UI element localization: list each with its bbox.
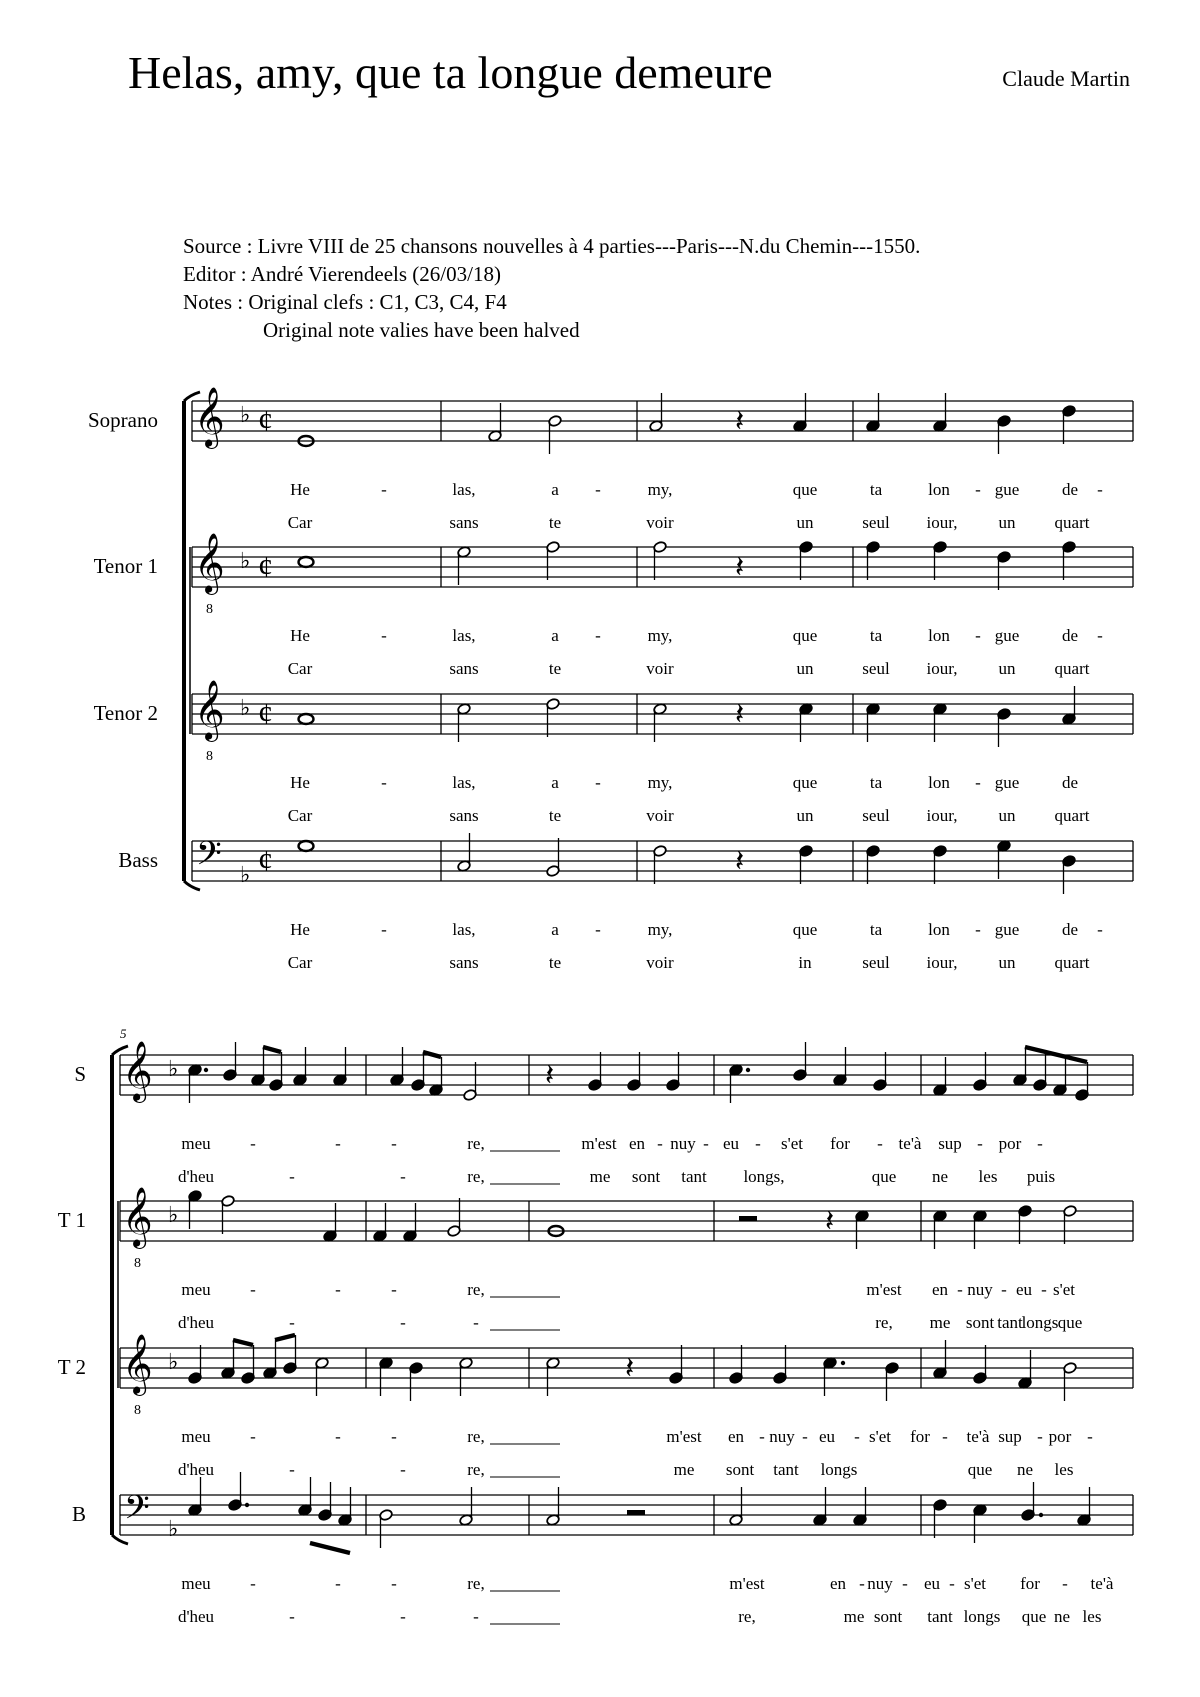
lyric-syllable: m'est (729, 1574, 765, 1593)
lyric-syllable: en (727, 1427, 745, 1446)
part-name: Bass (118, 848, 158, 872)
lyric-syllable: - (289, 1313, 295, 1332)
lyric-syllable: un (998, 953, 1016, 972)
lyric-syllable: - (759, 1427, 765, 1446)
lyric-syllable: - (250, 1134, 256, 1153)
lyric-syllable: s'et (869, 1427, 891, 1446)
lyric-syllable: re, (467, 1134, 485, 1153)
lyric-syllable: tant (681, 1167, 707, 1186)
lyric-syllable: sont (725, 1460, 755, 1479)
lyric-syllable: - (977, 1134, 983, 1153)
lyric-syllable: voir (646, 806, 674, 825)
lyric-syllable: que (871, 1167, 897, 1186)
lyric-syllable: - (400, 1607, 406, 1626)
lyric-syllable: - (289, 1167, 295, 1186)
lyric-syllable: a (551, 480, 559, 499)
lyric-syllable: eu (722, 1134, 740, 1153)
part-name: Tenor 1 (93, 554, 158, 578)
lyric-syllable: te'à (966, 1427, 990, 1446)
lyric-syllable: voir (646, 953, 674, 972)
lyric-syllable: m'est (581, 1134, 617, 1153)
part-name: Soprano (88, 408, 158, 432)
lyric-syllable: longs, (743, 1167, 785, 1186)
lyric-syllable: - (335, 1574, 341, 1593)
lyric-syllable: my, (647, 920, 673, 939)
lyric-syllable: nuy (769, 1427, 795, 1446)
lyric-syllable: longs (1021, 1313, 1059, 1332)
lyric-syllable: - (1097, 480, 1103, 499)
lyric-syllable: seul (862, 806, 890, 825)
quarter-rest: 𝄽 (825, 1205, 835, 1238)
lyric-syllable: meu (181, 1427, 211, 1446)
lyric-syllable: sup (938, 1134, 962, 1153)
treble-clef: 𝄞 (194, 682, 225, 739)
flat-sign: ♭ (240, 402, 251, 427)
lyric-syllable: s'et (964, 1574, 986, 1593)
quarter-rest: 𝄽 (625, 1352, 635, 1385)
lyric-syllable: my, (647, 626, 673, 645)
quarter-rest: 𝄽 (735, 845, 745, 878)
lyric-syllable: que (792, 626, 818, 645)
lyric-syllable: te (548, 953, 562, 972)
lyric-syllable: - (381, 773, 387, 792)
lyric-syllable: Car (287, 953, 313, 972)
lyric-syllable: re, (875, 1313, 893, 1332)
lyric-syllable: - (1097, 920, 1103, 939)
bracket-hook-bottom (112, 1535, 128, 1544)
lyric-syllable: - (595, 773, 601, 792)
lyric-syllable: - (755, 1134, 761, 1153)
augmentation-dot (746, 1068, 750, 1072)
lyric-syllable: - (391, 1427, 397, 1446)
lyric-syllable: de (1061, 626, 1079, 645)
treble-clef: 𝄞 (122, 1043, 153, 1100)
measure-number: 5 (120, 1026, 127, 1041)
lyric-syllable: seul (862, 513, 890, 532)
bracket-hook-bottom (184, 881, 200, 890)
lyric-syllable: en (628, 1134, 646, 1153)
lyric-syllable: un (796, 806, 814, 825)
lyric-syllable: te (548, 806, 562, 825)
lyric-syllable: - (595, 626, 601, 645)
lyric-syllable: - (400, 1460, 406, 1479)
lyric-syllable: gue (994, 480, 1020, 499)
lyric-syllable: un (998, 806, 1016, 825)
beam (233, 1340, 253, 1345)
lyric-syllable: te (548, 513, 562, 532)
lyric-syllable: - (335, 1427, 341, 1446)
lyric-syllable: que (1057, 1313, 1083, 1332)
source-note: Source : Livre VIII de 25 chansons nouvelles à 4 parties---Paris---N.du Chemin---1550. (183, 234, 921, 258)
augmentation-dot (204, 1068, 208, 1072)
lyric-syllable: He (290, 626, 310, 645)
lyric-syllable: las, (452, 626, 476, 645)
lyric-syllable: nuy (670, 1134, 696, 1153)
bass-clef: 𝄢 (124, 1489, 150, 1534)
lyric-syllable: meu (181, 1280, 211, 1299)
lyric-syllable: un (998, 659, 1016, 678)
lyric-syllable: iour, (926, 513, 958, 532)
clefs-note: Notes : Original clefs : C1, C3, C4, F4 (183, 290, 507, 314)
lyric-syllable: - (391, 1280, 397, 1299)
lyric-syllable: - (250, 1574, 256, 1593)
composer-name: Claude Martin (1002, 66, 1130, 91)
lyric-syllable: tant (997, 1313, 1023, 1332)
lyric-syllable: a (551, 920, 559, 939)
lyric-syllable: gue (994, 626, 1020, 645)
lyric-syllable: re, (738, 1607, 756, 1626)
lyric-syllable: les (1054, 1460, 1074, 1479)
lyric-syllable: eu (1015, 1280, 1033, 1299)
lyric-syllable: ta (869, 626, 883, 645)
lyric-syllable: re, (467, 1427, 485, 1446)
lyric-syllable: quart (1054, 659, 1090, 678)
lyric-syllable: - (391, 1134, 397, 1153)
lyric-syllable: puis (1026, 1167, 1056, 1186)
lyric-syllable: iour, (926, 953, 958, 972)
lyric-syllable: Car (287, 659, 313, 678)
lyric-syllable: - (381, 480, 387, 499)
lyric-syllable: les (1082, 1607, 1102, 1626)
lyric-syllable: - (957, 1280, 963, 1299)
lyric-syllable: ta (869, 920, 883, 939)
lyric-syllable: sans (449, 953, 479, 972)
whole-note (299, 841, 314, 851)
lyric-syllable: sont (631, 1167, 661, 1186)
beam (275, 1335, 295, 1340)
beam (423, 1052, 441, 1057)
lyric-syllable: - (250, 1427, 256, 1446)
lyric-syllable: tant (773, 1460, 799, 1479)
lyric-syllable: por (1048, 1427, 1072, 1446)
lyric-syllable: las, (452, 920, 476, 939)
lyric-syllable: - (381, 920, 387, 939)
lyric-syllable: - (391, 1574, 397, 1593)
lyric-syllable: te'à (1090, 1574, 1114, 1593)
lyric-syllable: - (250, 1280, 256, 1299)
lyric-syllable: - (1037, 1134, 1043, 1153)
lyric-syllable: meu (181, 1134, 211, 1153)
lyric-syllable: for (910, 1427, 930, 1446)
lyric-syllable: voir (646, 659, 674, 678)
lyric-syllable: seul (862, 953, 890, 972)
part-abbreviation: T 1 (57, 1208, 86, 1232)
lyric-syllable: - (595, 920, 601, 939)
editor-note: Editor : André Vierendeels (26/03/18) (183, 262, 501, 286)
lyric-syllable: - (381, 626, 387, 645)
quarter-rest: 𝄽 (735, 405, 745, 438)
lyric-syllable: re, (467, 1460, 485, 1479)
lyric-syllable: de (1061, 920, 1079, 939)
lyric-syllable: sans (449, 659, 479, 678)
octave-marker: 8 (206, 602, 213, 617)
lyric-syllable: - (975, 920, 981, 939)
lyric-syllable: que (792, 480, 818, 499)
lyric-syllable: a (551, 626, 559, 645)
beam (310, 1543, 350, 1553)
lyric-syllable: - (1062, 1574, 1068, 1593)
quarter-rest: 𝄽 (735, 698, 745, 731)
lyric-syllable: sup (998, 1427, 1022, 1446)
values-note: Original note valies have been halved (263, 318, 580, 342)
treble-clef: 𝄞 (122, 1189, 153, 1246)
octave-marker: 8 (206, 749, 213, 764)
flat-sign: ♭ (240, 548, 251, 573)
lyric-syllable: voir (646, 513, 674, 532)
whole-note (299, 557, 314, 567)
lyric-syllable: ne (931, 1167, 949, 1186)
lyric-syllable: ta (869, 480, 883, 499)
lyric-syllable: iour, (926, 659, 958, 678)
flat-sign: ♭ (168, 1349, 179, 1374)
flat-sign: ♭ (240, 695, 251, 720)
lyric-syllable: en (829, 1574, 847, 1593)
lyric-syllable: - (335, 1134, 341, 1153)
lyric-syllable: sans (449, 806, 479, 825)
lyric-syllable: las, (452, 773, 476, 792)
time-signature: ¢ (258, 698, 273, 731)
lyric-syllable: - (335, 1280, 341, 1299)
lyric-syllable: for (830, 1134, 850, 1153)
beam (263, 1047, 281, 1052)
lyric-syllable: me (929, 1313, 951, 1332)
lyric-syllable: - (400, 1313, 406, 1332)
half-rest (739, 1216, 757, 1221)
lyric-syllable: sont (965, 1313, 995, 1332)
lyric-syllable: d'heu (177, 1607, 215, 1626)
page-title: Helas, amy, que ta longue demeure (128, 47, 773, 98)
lyric-syllable: longs (820, 1460, 858, 1479)
lyric-syllable: Car (287, 513, 313, 532)
lyric-syllable: de (1061, 480, 1079, 499)
lyric-syllable: un (796, 513, 814, 532)
lyric-syllable: - (859, 1574, 865, 1593)
octave-marker: 8 (134, 1403, 141, 1418)
lyric-syllable: te (548, 659, 562, 678)
lyric-syllable: seul (862, 659, 890, 678)
flat-sign: ♭ (168, 1516, 179, 1541)
lyric-syllable: - (975, 480, 981, 499)
lyric-syllable: - (854, 1427, 860, 1446)
augmentation-dot (1039, 1513, 1043, 1517)
time-signature: ¢ (258, 845, 273, 878)
lyric-syllable: - (1041, 1280, 1047, 1299)
lyric-syllable: un (796, 659, 814, 678)
lyric-syllable: gue (994, 773, 1020, 792)
part-abbreviation: S (74, 1062, 86, 1086)
lyric-syllable: un (998, 513, 1016, 532)
lyric-syllable: que (792, 773, 818, 792)
lyric-syllable: sont (873, 1607, 903, 1626)
lyric-syllable: por (998, 1134, 1022, 1153)
lyric-syllable: les (978, 1167, 998, 1186)
treble-clef: 𝄞 (194, 535, 225, 592)
lyric-syllable: - (703, 1134, 709, 1153)
lyric-syllable: nuy (867, 1574, 893, 1593)
lyric-syllable: He (290, 773, 310, 792)
lyric-syllable: en (931, 1280, 949, 1299)
lyric-syllable: my, (647, 773, 673, 792)
lyric-syllable: - (595, 480, 601, 499)
lyric-syllable: my, (647, 480, 673, 499)
lyric-syllable: las, (452, 480, 476, 499)
lyric-syllable: - (902, 1574, 908, 1593)
lyric-syllable: re, (467, 1574, 485, 1593)
time-signature: ¢ (258, 405, 273, 438)
lyric-syllable: eu (818, 1427, 836, 1446)
lyric-syllable: iour, (926, 806, 958, 825)
lyric-syllable: d'heu (177, 1313, 215, 1332)
lyric-syllable: te'à (898, 1134, 922, 1153)
lyric-syllable: ne (1053, 1607, 1071, 1626)
whole-note (299, 714, 314, 724)
time-signature: ¢ (258, 551, 273, 584)
lyric-syllable: lon (928, 920, 950, 939)
lyric-syllable: quart (1054, 953, 1090, 972)
lyric-syllable: He (290, 920, 310, 939)
lyric-syllable: - (1037, 1427, 1043, 1446)
lyric-syllable: tant (927, 1607, 953, 1626)
lyric-syllable: me (589, 1167, 611, 1186)
lyric-syllable: m'est (866, 1280, 902, 1299)
lyric-syllable: - (400, 1167, 406, 1186)
lyric-syllable: gue (994, 920, 1020, 939)
lyric-syllable: sans (449, 513, 479, 532)
part-abbreviation: B (71, 1502, 86, 1526)
lyric-syllable: lon (928, 773, 950, 792)
lyric-syllable: - (877, 1134, 883, 1153)
lyric-syllable: s'et (781, 1134, 803, 1153)
lyric-syllable: lon (928, 480, 950, 499)
lyric-syllable: me (673, 1460, 695, 1479)
lyric-syllable: d'heu (177, 1167, 215, 1186)
octave-marker: 8 (134, 1256, 141, 1271)
lyric-syllable: - (473, 1313, 479, 1332)
augmentation-dot (841, 1361, 845, 1365)
lyric-syllable: - (949, 1574, 955, 1593)
quarter-rest: 𝄽 (735, 551, 745, 584)
lyric-syllable: quart (1054, 513, 1090, 532)
lyric-syllable: Car (287, 806, 313, 825)
lyric-syllable: - (289, 1607, 295, 1626)
lyric-syllable: que (1021, 1607, 1047, 1626)
lyric-syllable: quart (1054, 806, 1090, 825)
lyric-syllable: He (290, 480, 310, 499)
lyric-syllable: - (975, 773, 981, 792)
half-rest (627, 1510, 645, 1515)
lyric-syllable: d'heu (177, 1460, 215, 1479)
lyric-syllable: in (798, 953, 812, 972)
lyric-syllable: - (802, 1427, 808, 1446)
flat-sign: ♭ (168, 1056, 179, 1081)
lyric-syllable: nuy (967, 1280, 993, 1299)
lyric-syllable: que (967, 1460, 993, 1479)
part-name: Tenor 2 (93, 701, 158, 725)
lyric-syllable: meu (181, 1574, 211, 1593)
lyric-syllable: for (1020, 1574, 1040, 1593)
lyric-syllable: m'est (666, 1427, 702, 1446)
lyric-syllable: ne (1016, 1460, 1034, 1479)
lyric-syllable: me (843, 1607, 865, 1626)
lyric-syllable: de (1061, 773, 1079, 792)
lyric-syllable: re, (467, 1280, 485, 1299)
lyric-syllable: - (942, 1427, 948, 1446)
lyric-syllable: eu (923, 1574, 941, 1593)
lyric-syllable: a (551, 773, 559, 792)
lyric-syllable: s'et (1053, 1280, 1075, 1299)
lyric-syllable: - (1097, 626, 1103, 645)
lyric-syllable: - (473, 1607, 479, 1626)
lyric-syllable: ta (869, 773, 883, 792)
lyric-syllable: lon (928, 626, 950, 645)
augmentation-dot (245, 1503, 249, 1507)
lyric-syllable: longs (963, 1607, 1001, 1626)
lyric-syllable: - (975, 626, 981, 645)
part-abbreviation: T 2 (57, 1355, 86, 1379)
lyric-syllable: - (657, 1134, 663, 1153)
lyric-syllable: - (1087, 1427, 1093, 1446)
treble-clef: 𝄞 (122, 1336, 153, 1393)
treble-clef: 𝄞 (194, 389, 225, 446)
flat-sign: ♭ (168, 1202, 179, 1227)
lyric-syllable: - (1001, 1280, 1007, 1299)
bass-clef: 𝄢 (196, 835, 222, 880)
quarter-rest: 𝄽 (545, 1059, 555, 1092)
flat-sign: ♭ (240, 862, 251, 887)
lyric-syllable: re, (467, 1167, 485, 1186)
lyric-syllable: que (792, 920, 818, 939)
lyric-syllable: - (289, 1460, 295, 1479)
